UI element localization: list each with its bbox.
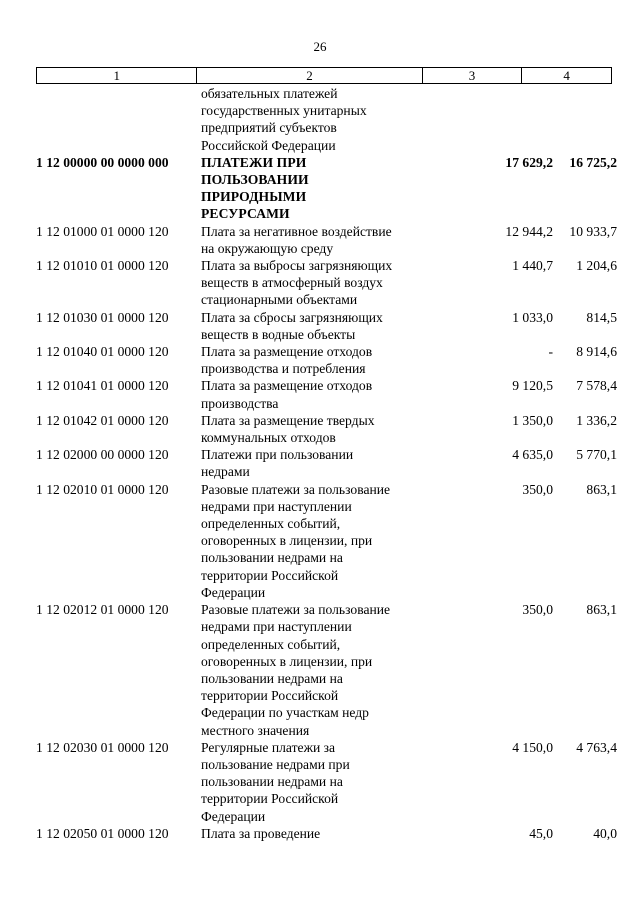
income-name-line: пользование недрами при	[201, 756, 350, 772]
income-name-line: стационарными объектами	[201, 292, 358, 308]
amount-col-3: 4 635,0	[512, 447, 553, 463]
income-name-line: Плата за негативное воздействие	[201, 223, 392, 239]
budget-code: 1 12 02010 01 0000 120	[36, 481, 169, 497]
header-col-3: 3	[422, 68, 522, 83]
table-row	[36, 739, 616, 825]
amount-col-3: 4 150,0	[512, 739, 553, 755]
amount-col-4: 1 204,6	[576, 258, 617, 274]
amount-col-4: 4 763,4	[576, 739, 617, 755]
income-name-line: на окружающую среду	[201, 240, 334, 256]
income-name-line: определенных событий,	[201, 636, 341, 652]
income-name-line: Плата за сбросы загрязняющих	[201, 309, 383, 325]
income-name	[201, 309, 417, 343]
header-col-4: 4	[521, 68, 611, 83]
income-name-line: Плата за размещение твердых	[201, 412, 375, 428]
budget-code: 1 12 01040 01 0000 120	[36, 344, 169, 360]
income-name	[201, 85, 417, 154]
amount-col-4: 863,1	[586, 602, 617, 618]
budget-code: 1 12 02000 00 0000 120	[36, 447, 169, 463]
income-name-line: Федерации по участкам недр	[201, 705, 369, 721]
income-name-line: пользовании недрами на	[201, 774, 343, 790]
table-row	[36, 481, 616, 601]
page-number: 26	[313, 39, 327, 54]
budget-code: 1 12 01000 01 0000 120	[36, 223, 169, 239]
income-name-line: Разовые платежи за пользование	[201, 481, 391, 497]
table-header	[36, 67, 612, 84]
income-name-line: государственных унитарных	[201, 103, 367, 119]
amount-col-4: 40,0	[593, 825, 617, 841]
amount-col-3: 9 120,5	[512, 378, 553, 394]
income-name	[201, 257, 417, 309]
income-name-line: коммунальных отходов	[201, 430, 336, 446]
amount-col-3: 1 033,0	[512, 309, 553, 325]
income-name-line: Российской Федерации	[201, 137, 336, 153]
table-row	[36, 412, 616, 446]
amount-col-4: 16 725,2	[569, 154, 617, 170]
income-name-line: Плата за размещение отходов	[201, 378, 373, 394]
amount-col-3: 17 629,2	[505, 154, 553, 170]
income-name-line: Регулярные платежи за	[201, 739, 336, 755]
table-row	[36, 257, 616, 309]
amount-col-4: 1 336,2	[576, 412, 617, 428]
amount-col-3: 1 440,7	[512, 258, 553, 274]
income-name-line: ПЛАТЕЖИ ПРИ	[201, 154, 307, 170]
amount-col-4: 5 770,1	[576, 447, 617, 463]
header-col-1: 1	[113, 68, 120, 83]
income-name-line: предприятий субъектов	[201, 120, 337, 136]
income-name-line: производства и потребления	[201, 361, 366, 377]
amount-col-4: 7 578,4	[576, 378, 617, 394]
income-name-line: территории Российской	[201, 567, 339, 583]
income-name-line: пользовании недрами на	[201, 550, 343, 566]
header-col-2: 2	[196, 68, 421, 83]
income-name	[201, 154, 417, 223]
budget-code: 1 12 02012 01 0000 120	[36, 602, 169, 618]
income-name-line: Плата за размещение отходов	[201, 344, 373, 360]
income-name-line: Федерации	[201, 584, 266, 600]
income-name-line: ПРИРОДНЫМИ	[201, 189, 307, 205]
income-name	[201, 739, 417, 825]
table-body	[36, 85, 616, 842]
income-name	[201, 223, 417, 257]
income-name-line: производства	[201, 395, 279, 411]
income-name-line: РЕСУРСАМИ	[201, 206, 290, 222]
table-row	[36, 825, 616, 842]
budget-code: 1 12 00000 00 0000 000	[36, 154, 169, 170]
budget-code: 1 12 01042 01 0000 120	[36, 412, 169, 428]
income-name-line: Федерации	[201, 808, 266, 824]
income-name-line: оговоренных в лицензии, при	[201, 533, 373, 549]
amount-col-4: 814,5	[586, 309, 617, 325]
table-row	[36, 377, 616, 411]
income-name-line: недрами при наступлении	[201, 498, 352, 514]
income-name-line: ПОЛЬЗОВАНИИ	[201, 172, 309, 188]
table-row	[36, 154, 616, 223]
table-row	[36, 446, 616, 480]
income-name	[201, 825, 417, 842]
income-name	[201, 446, 417, 480]
income-name-line: территории Российской	[201, 688, 339, 704]
amount-col-3: 350,0	[522, 481, 553, 497]
income-name-line: веществ в водные объекты	[201, 326, 356, 342]
amount-col-3: 45,0	[529, 825, 553, 841]
budget-code: 1 12 02050 01 0000 120	[36, 825, 169, 841]
budget-code: 1 12 01030 01 0000 120	[36, 309, 169, 325]
income-name	[201, 601, 417, 739]
income-name	[201, 412, 417, 446]
table-row	[36, 343, 616, 377]
amount-col-4: 863,1	[586, 481, 617, 497]
table-row	[36, 85, 616, 154]
income-name	[201, 343, 417, 377]
income-name	[201, 377, 417, 411]
income-name-line: веществ в атмосферный воздух	[201, 275, 383, 291]
amount-col-4: 8 914,6	[576, 344, 617, 360]
income-name-line: определенных событий,	[201, 516, 341, 532]
table-row	[36, 601, 616, 739]
income-name-line: обязательных платежей	[201, 86, 338, 101]
income-name-line: Плата за выбросы загрязняющих	[201, 258, 393, 274]
budget-code: 1 12 01041 01 0000 120	[36, 378, 169, 394]
income-name-line: пользовании недрами на	[201, 670, 343, 686]
income-name-line: недрами при наступлении	[201, 619, 352, 635]
income-name-line: Плата за проведение	[201, 825, 321, 841]
income-name	[201, 481, 417, 601]
amount-col-4: 10 933,7	[569, 223, 617, 239]
income-name-line: Платежи при пользовании	[201, 447, 354, 463]
amount-col-3: 12 944,2	[505, 223, 553, 239]
budget-code: 1 12 01010 01 0000 120	[36, 258, 169, 274]
budget-code: 1 12 02030 01 0000 120	[36, 739, 169, 755]
income-name-line: местного значения	[201, 722, 310, 738]
income-name-line: Разовые платежи за пользование	[201, 602, 391, 618]
income-name-line: оговоренных в лицензии, при	[201, 653, 373, 669]
income-name-line: территории Российской	[201, 791, 339, 807]
amount-col-3: -	[548, 344, 553, 360]
income-name-line: недрами	[201, 464, 250, 480]
amount-col-3: 350,0	[522, 602, 553, 618]
amount-col-3: 1 350,0	[512, 412, 553, 428]
table-row	[36, 309, 616, 343]
table-row	[36, 223, 616, 257]
